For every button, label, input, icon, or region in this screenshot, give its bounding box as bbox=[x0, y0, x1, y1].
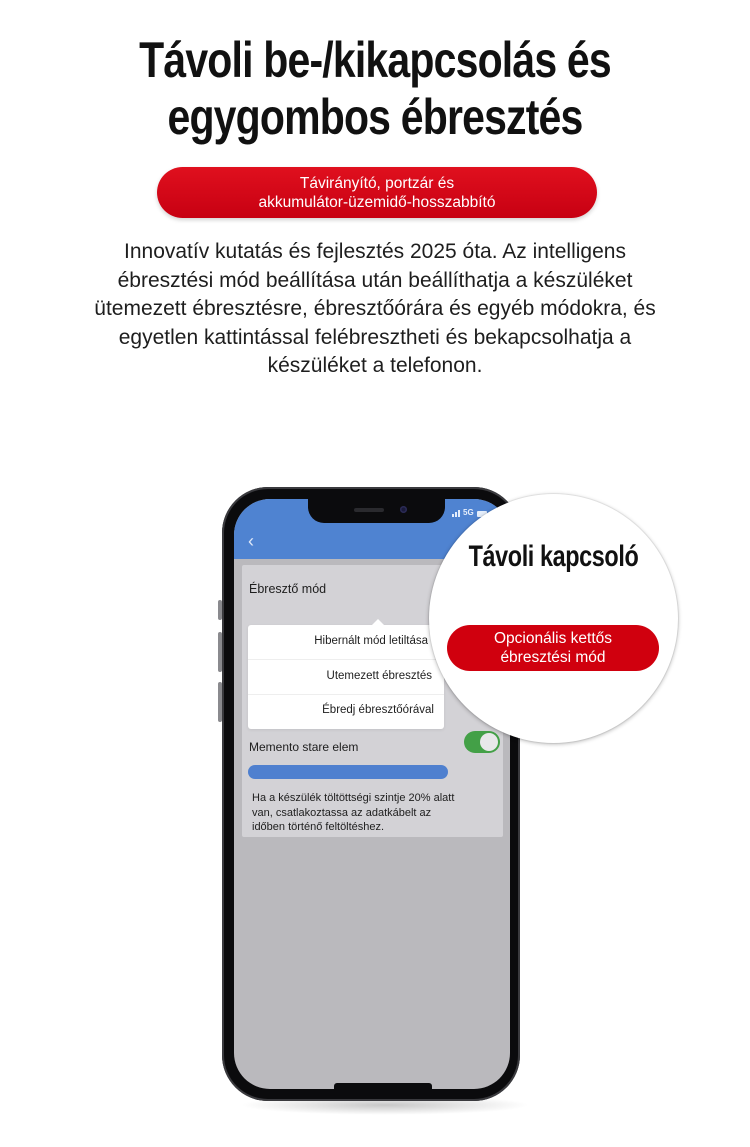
note-line: időben történő feltöltéshez. bbox=[252, 821, 385, 833]
network-label: 5G bbox=[463, 508, 474, 517]
badge-line-1: Opcionális kettős bbox=[493, 630, 613, 647]
progress-bar bbox=[248, 765, 448, 779]
memento-toggle-label: Memento stare elem bbox=[249, 740, 359, 754]
battery-note bbox=[252, 791, 502, 835]
description-line: ébresztési mód beállítása után beállíthatja a készüléket bbox=[117, 268, 633, 292]
speaker-grille bbox=[354, 508, 384, 512]
note-line: van, csatlakoztassa az adatkábelt az bbox=[252, 806, 432, 819]
subtitle-line-2: akkumulátor-üzemidő-hosszabbító bbox=[258, 193, 496, 211]
menu-item-alarm-wake[interactable]: Ébredj ébresztőórával bbox=[322, 704, 434, 716]
dropdown-caret-icon bbox=[372, 619, 384, 625]
description-line: Innovatív kutatás és fejlesztés 2025 óta. Az intelligens bbox=[124, 240, 626, 263]
menu-item-scheduled-wake[interactable]: Utemezett ébresztés bbox=[326, 670, 432, 682]
menu-divider bbox=[248, 659, 444, 660]
subtitle-line-1: Távirányító, portzár és bbox=[299, 174, 455, 192]
menu-divider bbox=[248, 694, 444, 695]
memento-toggle-switch[interactable] bbox=[464, 731, 500, 753]
phone-notch bbox=[308, 499, 445, 523]
description-text bbox=[40, 238, 710, 381]
dual-wake-mode-badge bbox=[447, 625, 659, 671]
description-line: egyetlen kattintással felébresztheti és bekapcsolhatja a bbox=[118, 325, 632, 349]
front-camera-icon bbox=[400, 506, 407, 513]
magnifier-callout bbox=[429, 494, 678, 743]
description-line: ütemezett ébresztésre, ébresztőórára és egyéb módokra, és bbox=[94, 297, 656, 320]
title-line-1: Távoli be-/kikapcsolás és bbox=[139, 32, 611, 88]
description-line: készüléket a telefonon. bbox=[267, 354, 483, 377]
signal-icon bbox=[452, 510, 460, 517]
toggle-knob bbox=[480, 733, 498, 751]
home-indicator bbox=[334, 1083, 432, 1089]
subtitle-badge bbox=[157, 167, 597, 218]
back-arrow-icon[interactable]: ‹ bbox=[248, 531, 254, 551]
menu-item-disable-hibernation[interactable]: Hibernált mód letiltása bbox=[314, 635, 428, 647]
wake-mode-dropdown-menu bbox=[248, 625, 444, 729]
badge-line-2: ébresztési mód bbox=[500, 649, 606, 666]
note-line: Ha a készülék töltöttségi szintje 20% alatt bbox=[252, 792, 455, 804]
page-title bbox=[68, 32, 683, 146]
wake-mode-label[interactable]: Ébresztő mód bbox=[249, 582, 327, 596]
title-line-2: egygombos ébresztés bbox=[167, 89, 583, 145]
remote-switch-title: Távoli kapcsoló bbox=[468, 540, 639, 573]
